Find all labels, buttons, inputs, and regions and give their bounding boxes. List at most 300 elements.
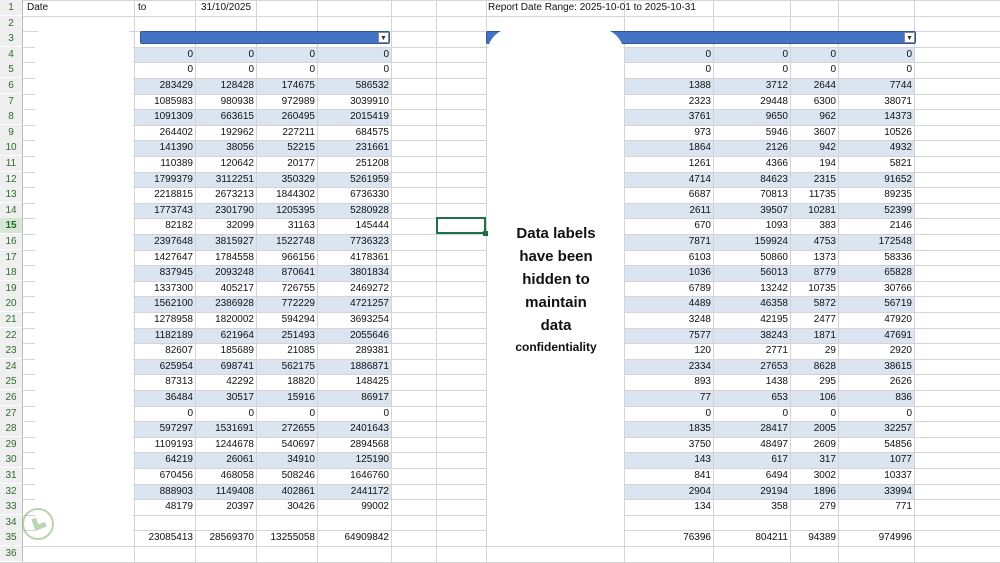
left-table-cell[interactable]: 1562100 xyxy=(154,298,193,310)
left-table-cell[interactable]: 148425 xyxy=(355,376,389,388)
right-table-cell[interactable]: 172548 xyxy=(878,236,912,247)
row-header[interactable]: 14 xyxy=(0,203,23,218)
left-table-cell[interactable]: 0 xyxy=(309,407,315,419)
left-table-cell[interactable]: 1531691 xyxy=(215,423,254,435)
left-table-cell[interactable]: 15916 xyxy=(287,392,315,403)
left-table-cell[interactable]: 251208 xyxy=(355,158,389,169)
right-table-cell[interactable]: 106 xyxy=(819,392,836,403)
left-table-cell[interactable]: 1799379 xyxy=(154,173,193,185)
row-header[interactable]: 6 xyxy=(0,78,23,93)
left-table-cell[interactable]: 32099 xyxy=(226,220,254,232)
left-table-cell[interactable]: 30517 xyxy=(226,392,254,403)
left-table-cell[interactable]: 2401643 xyxy=(350,423,389,435)
left-table-cell[interactable]: 980938 xyxy=(220,95,254,107)
left-table-cell[interactable]: 562175 xyxy=(281,360,315,372)
left-table-cell[interactable]: 18820 xyxy=(287,376,315,388)
right-table-cell[interactable]: 159924 xyxy=(754,236,788,247)
row-header[interactable]: 5 xyxy=(0,62,23,77)
column-gridline xyxy=(914,0,915,563)
right-table-cell[interactable]: 841 xyxy=(694,470,711,481)
right-table-cell[interactable]: 1373 xyxy=(813,251,836,263)
report-range-label: Report Date Range: 2025-10-01 to 2025-10-31 xyxy=(488,2,696,13)
left-table-cell[interactable]: 594294 xyxy=(281,314,315,325)
right-table-cell[interactable]: 6494 xyxy=(765,470,788,481)
left-table-cell[interactable]: 1784558 xyxy=(215,251,254,263)
right-table-cell[interactable]: 1036 xyxy=(688,267,711,279)
fill-handle[interactable] xyxy=(483,231,488,236)
left-table-cell[interactable]: 36484 xyxy=(165,392,193,403)
confidentiality-note xyxy=(495,222,617,357)
row-header[interactable]: 31 xyxy=(0,468,23,483)
row-header[interactable]: 22 xyxy=(0,328,23,343)
right-table-cell[interactable]: 962 xyxy=(819,111,836,123)
note-line: data xyxy=(540,317,572,334)
left-table-cell[interactable]: 1886871 xyxy=(350,360,389,372)
right-table-cell[interactable]: 10281 xyxy=(808,204,836,216)
left-table-cell[interactable]: 1244678 xyxy=(215,438,254,450)
left-table-cell[interactable]: 3112251 xyxy=(215,173,254,185)
right-table-cell[interactable]: 3712 xyxy=(765,80,788,91)
row-header[interactable]: 34 xyxy=(0,515,23,530)
left-table-cell[interactable]: 540697 xyxy=(281,438,315,450)
right-table-cell[interactable]: 6789 xyxy=(688,282,711,294)
right-table-cell[interactable]: 54856 xyxy=(884,438,912,450)
row-header[interactable]: 32 xyxy=(0,484,23,499)
selected-cell[interactable] xyxy=(436,217,486,234)
right-table-cell[interactable]: 77 xyxy=(699,392,711,403)
row-header[interactable]: 20 xyxy=(0,296,23,311)
right-table-cell[interactable]: 2609 xyxy=(813,438,836,450)
right-table-cell[interactable]: 2626 xyxy=(889,376,912,388)
left-table-cell[interactable]: 5261959 xyxy=(350,173,389,185)
row-header[interactable]: 24 xyxy=(0,359,23,374)
left-table-cell[interactable]: 1820002 xyxy=(215,314,254,325)
right-table-cell[interactable]: 3002 xyxy=(813,470,836,481)
right-table-cell[interactable]: 30766 xyxy=(884,282,912,294)
left-table-cell[interactable]: 1773743 xyxy=(154,204,193,216)
row-header[interactable]: 27 xyxy=(0,406,23,421)
left-table-cell[interactable]: 264402 xyxy=(159,126,193,138)
row-header[interactable]: 16 xyxy=(0,234,23,249)
left-table-cell[interactable]: 125190 xyxy=(355,454,389,466)
right-table-cell[interactable]: 3750 xyxy=(688,438,711,450)
left-table-cell[interactable]: 2055646 xyxy=(350,329,389,341)
right-table-cell[interactable]: 2477 xyxy=(813,314,836,325)
right-table-cell[interactable]: 46358 xyxy=(760,298,788,310)
left-table-cell[interactable]: 0 xyxy=(309,64,315,76)
left-table-cell[interactable]: 1182189 xyxy=(154,329,193,341)
right-table-cell[interactable]: 279 xyxy=(819,501,836,513)
right-table-cell[interactable]: 84623 xyxy=(760,173,788,185)
right-table-cell[interactable]: 29194 xyxy=(760,485,788,497)
right-table-cell[interactable]: 836 xyxy=(895,392,912,403)
left-table-cell[interactable]: 0 xyxy=(187,48,193,60)
right-table-cell[interactable]: 0 xyxy=(830,407,836,419)
right-table-cell[interactable]: 10735 xyxy=(808,282,836,294)
row-header[interactable]: 23 xyxy=(0,343,23,358)
row-header[interactable]: 2 xyxy=(0,16,23,31)
right-table-cell[interactable]: 3607 xyxy=(813,126,836,138)
left-table-cell[interactable]: 3693254 xyxy=(350,314,389,325)
left-table-cell[interactable]: 1091309 xyxy=(154,111,193,123)
left-table-cell[interactable]: 1085983 xyxy=(154,95,193,107)
right-table-cell[interactable]: 91652 xyxy=(884,173,912,185)
right-table-cell[interactable]: 56013 xyxy=(760,267,788,279)
right-table-cell[interactable]: 7871 xyxy=(688,236,711,247)
row-header[interactable]: 11 xyxy=(0,156,23,171)
right-table-cell[interactable]: 143 xyxy=(694,454,711,466)
left-table-cell[interactable]: 26061 xyxy=(226,454,254,466)
left-table-cell[interactable]: 2218815 xyxy=(154,189,193,201)
left-table-cell[interactable]: 621964 xyxy=(220,329,254,341)
column-gridline xyxy=(391,0,392,563)
row-header[interactable]: 26 xyxy=(0,390,23,405)
right-table-cell[interactable]: 0 xyxy=(906,48,912,60)
left-table-cell[interactable]: 0 xyxy=(309,48,315,60)
right-table-cell[interactable]: 27653 xyxy=(760,360,788,372)
right-table-cell[interactable]: 1077 xyxy=(889,454,912,466)
right-table-cell[interactable]: 0 xyxy=(705,64,711,76)
right-table-cell[interactable]: 2644 xyxy=(813,80,836,91)
left-table-cell[interactable]: 1427647 xyxy=(154,251,193,263)
left-table-cell[interactable]: 0 xyxy=(383,407,389,419)
right-table-cell[interactable]: 5946 xyxy=(765,126,788,138)
right-table-cell[interactable]: 653 xyxy=(771,392,788,403)
left-table-cell[interactable]: 888903 xyxy=(159,485,193,497)
right-table-cell[interactable]: 8779 xyxy=(813,267,836,279)
right-table-cell[interactable]: 9650 xyxy=(765,111,788,123)
left-table-cell[interactable]: 42292 xyxy=(226,376,254,388)
left-table-cell[interactable]: 31163 xyxy=(287,220,315,232)
left-table-cell[interactable]: 6736330 xyxy=(350,189,389,201)
row-header[interactable]: 28 xyxy=(0,421,23,436)
right-table-cell[interactable]: 0 xyxy=(782,48,788,60)
left-table-cell[interactable]: 21085 xyxy=(287,345,315,357)
left-table-cell[interactable]: 684575 xyxy=(355,126,389,138)
left-table-cell[interactable]: 82182 xyxy=(165,220,193,232)
left-table-cell[interactable]: 966156 xyxy=(281,251,315,263)
left-table-cell[interactable]: 272655 xyxy=(281,423,315,435)
right-table-cell[interactable]: 2904 xyxy=(688,485,711,497)
left-table-cell[interactable]: 7736323 xyxy=(350,236,389,247)
left-table-cell[interactable]: 1278958 xyxy=(154,314,193,325)
right-table-cell[interactable]: 2334 xyxy=(688,360,711,372)
row-header[interactable]: 17 xyxy=(0,250,23,265)
right-table-cell[interactable]: 3248 xyxy=(688,314,711,325)
left-table-cell[interactable]: 0 xyxy=(248,64,254,76)
right-table-total-cell[interactable]: 804211 xyxy=(755,532,788,544)
right-table-cell[interactable]: 893 xyxy=(694,376,711,388)
left-table-cell[interactable]: 2673213 xyxy=(215,189,254,201)
right-table-cell[interactable]: 2611 xyxy=(689,204,711,216)
left-table-cell[interactable]: 20177 xyxy=(287,158,315,169)
right-table-cell[interactable]: 0 xyxy=(830,64,836,76)
right-table-cell[interactable]: 194 xyxy=(819,158,836,169)
row-header[interactable]: 4 xyxy=(0,47,23,62)
row-header[interactable]: 3 xyxy=(0,31,23,46)
right-table-cell[interactable]: 1261 xyxy=(688,158,711,169)
right-table-cell[interactable]: 617 xyxy=(771,454,788,466)
left-table-cell[interactable]: 870641 xyxy=(281,267,315,279)
right-table-cell[interactable]: 65828 xyxy=(884,267,912,279)
row-header[interactable]: 21 xyxy=(0,312,23,327)
row-header[interactable]: 10 xyxy=(0,140,23,155)
right-table-cell[interactable]: 2920 xyxy=(889,345,912,357)
right-table-cell[interactable]: 383 xyxy=(819,220,836,232)
left-table-total-cell[interactable]: 64909842 xyxy=(344,532,389,544)
left-table-cell[interactable]: 30426 xyxy=(287,501,315,513)
left-table-cell[interactable]: 2397648 xyxy=(154,236,193,247)
left-table-cell[interactable]: 2469272 xyxy=(350,282,389,294)
row-header[interactable]: 35 xyxy=(0,530,23,545)
left-table-cell[interactable]: 87313 xyxy=(165,376,193,388)
left-table-cell[interactable]: 251493 xyxy=(281,329,315,341)
right-table-total-cell[interactable]: 94389 xyxy=(808,532,836,544)
left-table-cell[interactable]: 1149408 xyxy=(215,485,254,497)
row-header[interactable]: 9 xyxy=(0,125,23,140)
right-table-cell[interactable]: 10526 xyxy=(884,126,912,138)
left-table-cell[interactable]: 597297 xyxy=(159,423,193,435)
left-table-cell[interactable]: 468058 xyxy=(220,470,254,481)
left-table-cell[interactable]: 772229 xyxy=(281,298,315,310)
right-table-cell[interactable]: 6687 xyxy=(688,189,711,201)
right-table-cell[interactable]: 39507 xyxy=(760,204,788,216)
right-table-cell[interactable]: 771 xyxy=(895,501,912,513)
left-table-cell[interactable]: 2386928 xyxy=(215,298,254,310)
right-table-cell[interactable]: 70813 xyxy=(760,189,788,201)
right-table-cell[interactable]: 1835 xyxy=(688,423,711,435)
row-header[interactable]: 8 xyxy=(0,109,23,124)
right-table-cell[interactable]: 1093 xyxy=(765,220,788,232)
row-header[interactable]: 12 xyxy=(0,172,23,187)
right-table-cell[interactable]: 8628 xyxy=(813,360,836,372)
right-table-cell[interactable]: 0 xyxy=(705,407,711,419)
right-table-cell[interactable]: 7744 xyxy=(889,80,912,91)
row-header[interactable]: 15 xyxy=(0,218,23,233)
left-table-cell[interactable]: 48179 xyxy=(165,501,193,513)
note-line: hidden to xyxy=(522,271,590,288)
left-table-cell[interactable]: 405217 xyxy=(220,282,254,294)
right-table-cell[interactable]: 33994 xyxy=(884,485,912,497)
right-table-cell[interactable]: 48497 xyxy=(760,438,788,450)
right-table-cell[interactable]: 28417 xyxy=(760,423,788,435)
left-table-cell[interactable]: 625954 xyxy=(159,360,193,372)
left-table-cell[interactable]: 0 xyxy=(187,407,193,419)
left-table-cell[interactable]: 231661 xyxy=(355,142,389,154)
left-table-total-cell[interactable]: 23085413 xyxy=(148,532,193,544)
right-table-cell[interactable]: 0 xyxy=(906,407,912,419)
row-header[interactable]: 18 xyxy=(0,265,23,280)
left-table-cell[interactable]: 663615 xyxy=(220,111,254,123)
left-table-cell[interactable]: 586532 xyxy=(355,80,389,91)
right-table-cell[interactable]: 42195 xyxy=(760,314,788,325)
right-table-cell[interactable]: 7577 xyxy=(688,329,711,341)
right-table-cell[interactable]: 2126 xyxy=(765,142,788,154)
right-table-cell[interactable]: 5872 xyxy=(813,298,836,310)
right-table-cell[interactable]: 38243 xyxy=(760,329,788,341)
left-table-cell[interactable]: 1205395 xyxy=(276,204,315,216)
right-table-cell[interactable]: 670 xyxy=(694,220,711,232)
left-table-cell[interactable]: 4178361 xyxy=(350,251,389,263)
dropdown-arrow-icon: ▼ xyxy=(380,35,387,42)
left-table-cell[interactable]: 185689 xyxy=(220,345,254,357)
right-table-cell[interactable]: 1871 xyxy=(813,329,836,341)
left-table-cell[interactable]: 508246 xyxy=(281,470,315,481)
right-table-cell[interactable]: 0 xyxy=(782,64,788,76)
row-header[interactable]: 30 xyxy=(0,452,23,467)
left-table-cell[interactable]: 5280928 xyxy=(350,204,389,216)
right-table-cell[interactable]: 4753 xyxy=(813,236,836,247)
right-table-cell[interactable]: 11735 xyxy=(808,189,836,201)
left-table-cell[interactable]: 3039910 xyxy=(350,95,389,107)
left-table-cell[interactable]: 3815927 xyxy=(215,236,254,247)
right-table-cell[interactable]: 942 xyxy=(819,142,836,154)
right-table-total-cell[interactable]: 974996 xyxy=(878,532,912,544)
right-table-cell[interactable]: 134 xyxy=(694,501,711,513)
note-line: Data labels xyxy=(516,225,596,242)
left-table-cell[interactable]: 402861 xyxy=(281,485,315,497)
right-table-cell[interactable]: 2146 xyxy=(889,220,912,232)
right-table-cell[interactable]: 47691 xyxy=(884,329,912,341)
right-table-cell[interactable]: 89235 xyxy=(884,189,912,201)
row-header[interactable]: 13 xyxy=(0,187,23,202)
right-table-cell[interactable]: 56719 xyxy=(884,298,912,310)
right-table-cell[interactable]: 0 xyxy=(705,48,711,60)
left-table-cell[interactable]: 1844302 xyxy=(276,189,315,201)
left-table-cell[interactable]: 82607 xyxy=(165,345,193,357)
left-table-cell[interactable]: 1522748 xyxy=(276,236,315,247)
note-line: have been xyxy=(519,248,593,265)
left-table-cell[interactable]: 698741 xyxy=(220,360,254,372)
right-table-cell[interactable]: 13242 xyxy=(760,282,788,294)
left-table-cell[interactable]: 192962 xyxy=(220,126,254,138)
right-table-cell[interactable]: 0 xyxy=(906,64,912,76)
right-table-cell[interactable]: 4489 xyxy=(688,298,711,310)
left-table-cell[interactable]: 52215 xyxy=(287,142,315,154)
row-header[interactable]: 25 xyxy=(0,374,23,389)
row-header[interactable]: 29 xyxy=(0,437,23,452)
right-table-cell[interactable]: 50860 xyxy=(760,251,788,263)
right-table-cell[interactable]: 10337 xyxy=(884,470,912,481)
right-table-cell[interactable]: 4714 xyxy=(688,173,711,185)
left-table-cell[interactable]: 2093248 xyxy=(215,267,254,279)
left-table-cell[interactable]: 2894568 xyxy=(350,438,389,450)
right-table-cell[interactable]: 38071 xyxy=(884,95,912,107)
right-table-cell[interactable]: 295 xyxy=(819,376,836,388)
left-table-cell[interactable]: 0 xyxy=(248,407,254,419)
right-table-cell[interactable]: 317 xyxy=(819,454,836,466)
right-table-cell[interactable]: 32257 xyxy=(884,423,912,435)
right-table-cell[interactable]: 58336 xyxy=(884,251,912,263)
left-table-cell[interactable]: 120642 xyxy=(220,158,254,169)
left-table-total-cell[interactable]: 13255058 xyxy=(270,532,315,544)
right-table-cell[interactable]: 2005 xyxy=(813,423,836,435)
left-table-cell[interactable]: 0 xyxy=(248,48,254,60)
right-table-cell[interactable]: 2323 xyxy=(688,95,711,107)
right-table-cell[interactable]: 5821 xyxy=(889,158,912,169)
right-table-cell[interactable]: 6300 xyxy=(813,95,836,107)
left-table-cell[interactable]: 128428 xyxy=(220,80,254,91)
row-gridline xyxy=(0,16,1000,17)
left-table-cell[interactable]: 174675 xyxy=(281,80,315,91)
row-header[interactable]: 1 xyxy=(0,0,23,15)
left-table-cell[interactable]: 38056 xyxy=(226,142,254,154)
left-table-cell[interactable]: 110389 xyxy=(160,158,193,169)
right-table-cell[interactable]: 0 xyxy=(782,407,788,419)
right-table-cell[interactable]: 52399 xyxy=(884,204,912,216)
right-table-cell[interactable]: 1896 xyxy=(813,485,836,497)
left-table-cell[interactable]: 2015419 xyxy=(350,111,389,123)
right-table-cell[interactable]: 358 xyxy=(771,501,788,513)
row-header[interactable]: 19 xyxy=(0,281,23,296)
left-table-cell[interactable]: 1337300 xyxy=(154,282,193,294)
row-header[interactable]: 33 xyxy=(0,499,23,514)
left-table-total-cell[interactable]: 28569370 xyxy=(209,532,254,544)
left-table-cell[interactable]: 1646760 xyxy=(350,470,389,481)
left-table-cell[interactable]: 64219 xyxy=(165,454,193,466)
right-table-cell[interactable]: 1864 xyxy=(688,142,711,154)
left-table-cell[interactable]: 99002 xyxy=(361,501,389,513)
left-table-cell[interactable]: 86917 xyxy=(361,392,389,403)
left-table-cell[interactable]: 4721257 xyxy=(350,298,389,310)
right-filter-dropdown[interactable] xyxy=(904,32,915,43)
row-header[interactable]: 36 xyxy=(0,546,23,561)
left-table-cell[interactable]: 20397 xyxy=(226,501,254,513)
right-table-cell[interactable]: 973 xyxy=(694,126,711,138)
left-table-cell[interactable]: 1109193 xyxy=(154,438,193,450)
left-table-cell[interactable]: 289381 xyxy=(355,345,389,357)
right-table-cell[interactable]: 14373 xyxy=(884,111,912,123)
left-table-cell[interactable]: 972989 xyxy=(281,95,315,107)
left-table-cell[interactable]: 837945 xyxy=(159,267,193,279)
left-table-cell[interactable]: 145444 xyxy=(355,220,389,232)
end-date-cell[interactable]: 31/10/2025 xyxy=(201,2,252,13)
left-table-cell[interactable]: 260495 xyxy=(281,111,315,123)
left-table-cell[interactable]: 2301790 xyxy=(215,204,254,216)
left-table-cell[interactable]: 670456 xyxy=(159,470,193,481)
right-table-cell[interactable]: 6103 xyxy=(688,251,711,263)
right-table-cell[interactable]: 1388 xyxy=(688,80,711,91)
right-table-cell[interactable]: 4932 xyxy=(889,142,912,154)
left-filter-dropdown[interactable] xyxy=(378,32,389,43)
left-table-cell[interactable]: 0 xyxy=(187,64,193,76)
right-table-cell[interactable]: 2315 xyxy=(813,173,836,185)
right-table-cell[interactable]: 29448 xyxy=(760,95,788,107)
right-table-cell[interactable]: 38615 xyxy=(884,360,912,372)
right-table-cell[interactable]: 0 xyxy=(830,48,836,60)
left-table-cell[interactable]: 141390 xyxy=(159,142,193,154)
right-table-cell[interactable]: 3761 xyxy=(688,111,711,123)
right-table-total-cell[interactable]: 76396 xyxy=(683,532,711,544)
left-table-cell[interactable]: 34910 xyxy=(287,454,315,466)
right-table-cell[interactable]: 2771 xyxy=(765,345,788,357)
left-table-cell[interactable]: 0 xyxy=(383,48,389,60)
right-table-cell[interactable]: 120 xyxy=(694,345,711,357)
left-filter-bar[interactable] xyxy=(140,31,390,44)
left-table-cell[interactable]: 350329 xyxy=(281,173,315,185)
right-table-cell[interactable]: 4366 xyxy=(765,158,788,169)
right-table-cell[interactable]: 1438 xyxy=(765,376,788,388)
right-table-cell[interactable]: 29 xyxy=(824,345,836,357)
left-table-cell[interactable]: 283429 xyxy=(159,80,193,91)
left-table-cell[interactable]: 3801834 xyxy=(350,267,389,279)
left-table-cell[interactable]: 726755 xyxy=(281,282,315,294)
left-table-cell[interactable]: 0 xyxy=(383,64,389,76)
left-table-cell[interactable]: 227211 xyxy=(282,126,315,138)
left-table-cell[interactable]: 2441172 xyxy=(350,485,389,497)
row-header[interactable]: 7 xyxy=(0,94,23,109)
right-table-cell[interactable]: 47920 xyxy=(884,314,912,325)
